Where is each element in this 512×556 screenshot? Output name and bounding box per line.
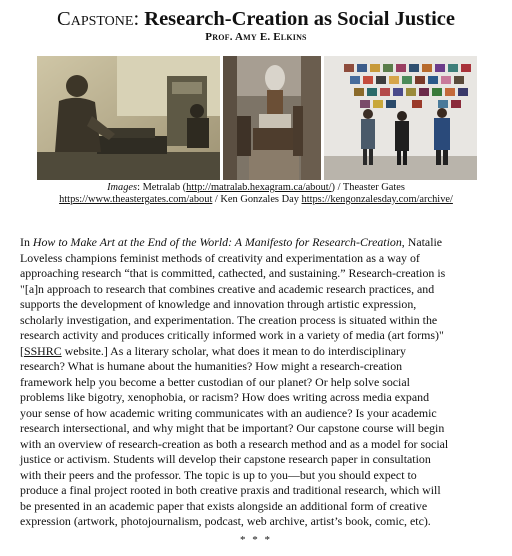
body-line: supports the development of knowledge and innovation through artistic expression, bbox=[20, 297, 417, 311]
body-line bbox=[20, 344, 494, 360]
body-line: problems like bigotry, xenophobia, or racism? How does writing across media expand bbox=[20, 390, 430, 404]
page-title bbox=[0, 8, 512, 30]
course-description bbox=[20, 235, 494, 530]
body-line: produce a final project rooted in both creative praxis and traditional research, which will bbox=[20, 483, 441, 497]
body-line: your sense of how academic writing communicates with an audience? Is your academic bbox=[20, 405, 437, 420]
body-line: be presented in an academic paper that exists alongside an additional form of creative bbox=[20, 498, 428, 513]
body-line: with an overview of research-creation as both a research method and as a model for social bbox=[20, 436, 449, 451]
photo-woman-at-typewriter-icon bbox=[37, 56, 220, 180]
body-line: Loveless champions feminist methods of creativity and experimentation as a way of bbox=[20, 250, 420, 265]
sshrc-link[interactable]: [SSHRC bbox=[20, 343, 62, 358]
body-line: scholarly investigation, and experimentation. The creation process is situated within the bbox=[20, 312, 438, 327]
body-line-suffix: , Natalie bbox=[401, 235, 443, 249]
caption-middle: / Ken Gonzales Day bbox=[212, 194, 302, 205]
body-line: with their peers and the professor. The topic is up to you—but you should expect to bbox=[20, 467, 417, 482]
title-prefix: Capstone: bbox=[57, 8, 140, 30]
body-line: research activity and produces critically informed work in a variety of media (art forms)" bbox=[20, 328, 444, 342]
body-line: "[a]n approach to research that combines creative and academic research practices, and bbox=[20, 281, 435, 296]
book-title: How to Make Art at the End of the World: A Manifesto for Research-Creation bbox=[32, 235, 402, 249]
caption-separator: : Metralab ( bbox=[137, 182, 187, 193]
photo-gallery-visitors-icon bbox=[324, 56, 477, 180]
body-line: justice or activism. Students will develop their capstone research paper in consultation bbox=[20, 452, 431, 466]
caption-tail: ) / Theaster Gates bbox=[331, 182, 405, 193]
body-line-rest: website.] As a literary scholar, what does it mean to do interdisciplinary bbox=[61, 343, 406, 358]
body-line: expression (artwork, photojournalism, podcast, web archive, artist’s book, comic, etc). bbox=[20, 514, 431, 528]
theaster-gates-link[interactable]: https://www.theastergates.com/about bbox=[59, 194, 213, 205]
body-line: research? What is humane about the humanities? How might a research-creation bbox=[20, 359, 403, 373]
metralab-link[interactable]: http://matralab.hexagram.ca/about/ bbox=[186, 182, 332, 193]
body-line: framework help you become a better custodian of our planet? Or help solve social bbox=[20, 374, 410, 389]
body-line: approaching research “that is committed, cathected, and sustaining.” Research-creation is bbox=[20, 266, 446, 280]
image-caption-line-2 bbox=[0, 194, 512, 206]
title-main: Research-Creation as Social Justice bbox=[144, 8, 455, 30]
ken-gonzales-day-link[interactable]: https://kengonzalesday.com/archive/ bbox=[301, 194, 453, 205]
body-line bbox=[20, 235, 494, 251]
image-caption-line-1 bbox=[0, 182, 512, 194]
body-line-prefix: In bbox=[20, 235, 33, 249]
photo-sculpture-installation-icon bbox=[223, 56, 321, 180]
author-name: Prof. Amy E. Elkins bbox=[205, 31, 307, 43]
body-line: research intersectional, and why might that be important? Our capstone course will begin bbox=[20, 421, 445, 435]
caption-lead: Images bbox=[107, 182, 138, 193]
section-divider: * * * bbox=[240, 534, 272, 546]
